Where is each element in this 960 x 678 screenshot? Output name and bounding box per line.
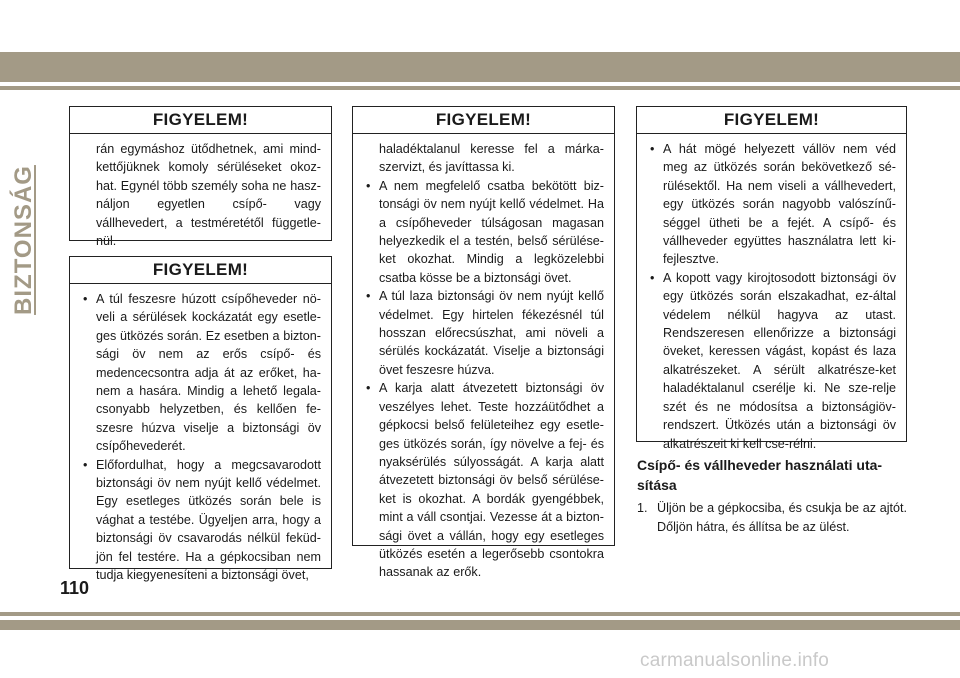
warning-bullet-item: • A karja alatt átvezetett biztonsági öv veszélyes lehet. Teste hozzáütődhet a gépkocsi belső felületeihez egy esetle-ges ütközés során, így növelve a fej- és nyaksérülés súlyosságát. A karja alatt átvezetett biztonsági öv belső sérülése-ket is okozhat. A bordák gyengébbek, mint a váll csontjai. Vezesse át a bizton-sági övet a vállán, hogy egy esetleges ütközés esetén a legerősebb csontokra hassanak az erők.: [365, 379, 604, 581]
warning-text: rán egymáshoz ütődhetnek, ami mind-kettőjüknek komoly sérüléseket okoz-hat. Egynél több személy soha ne hasz-náljon egyetlen csípő- vagy vállhevedert, a testméretétől függetle-nül.: [96, 142, 321, 249]
warning-bullet-item: • A hát mögé helyezett vállöv nem véd meg az ütközés során bekövetkező sé-rülésektől. Ha nem viseli a vállhevedert, egy ütközés során nagyobb valószínű-séggel ütheti be a fejét. A csípő- és vállheveder együttes használatra lett ki-fejlesztve.: [649, 140, 896, 269]
warning-box-2: [69, 256, 332, 583]
section-heading: Csípő- és vállheveder használati uta-sítása: [637, 457, 883, 493]
warning-bullet-item: • Előfordulhat, hogy a megcsavarodott biztonsági öv nem nyújt kellő védelmet. Egy esetleges ütközés során bele is vághat a testébe. Ügyeljen arra, hogy a biztonsági öv csavarodás nélkül feküd-jön fel testére. Ha a gépkocsiban nem tudja kiegyenesíteni a biztonsági övet,: [82, 456, 321, 585]
warning-bullet-item: • A túl laza biztonsági öv nem nyújt kellő védelmet. Egy hirtelen fékezésnél túl hosszan előrecsúszhat, ami növeli a sérülés kockázatát. Viselje a biztonsági övet feszesre húzva.: [365, 287, 604, 379]
page-number: 110: [60, 578, 90, 598]
step-text: Üljön be a gépkocsiba, és csukja be az ajtót. Dőljön hátra, és állítsa be az ülést.: [657, 501, 907, 534]
warning-box-title: FIGYELEM!: [70, 107, 331, 134]
warning-text: haladéktalanul keresse fel a márka-szervizt, és javíttassa ki.: [379, 142, 604, 175]
instruction-step: [637, 499, 907, 537]
warning-box-body: [70, 284, 331, 591]
warning-bullet-item: • A túl feszesre húzott csípőheveder nö-veli a sérülések kockázatát egy esetle-ges ütközés során. Ez esetben a bizton-sági öv nem az erős csípő- és medencecsontra adja át az erőket, ha-nem a hasára. Mindig a lehető legala-csonyabb helyzetben, és kellően fe-szesre húzva viselje a biztonsági öv csípőhevederét.: [82, 290, 321, 456]
warning-box-body: [70, 134, 331, 256]
warning-box-title: FIGYELEM!: [70, 257, 331, 284]
header-band: [0, 52, 960, 82]
watermark-text: carmanualsonline.info: [640, 650, 830, 671]
section-side-label: BIZTONSÁG: [10, 165, 37, 315]
step-number: 1.: [637, 501, 648, 515]
warning-box-body: [353, 134, 614, 588]
warning-box-body: [637, 134, 906, 459]
footer-band: [0, 620, 960, 630]
warning-bullet-item: • A kopott vagy kirojtosodott biztonsági öv egy ütközés során elszakadhat, ez-által védelem nélkül hagyva az utast. Rendszeresen ellenőrizze a biztonsági öveket, keressen vágást, kopást és laza alkatrészeket. A sérült alkatrésze-ket haladéktalanul cserélje ki. Ne sze-relje szét és ne módosítsa a biztonságiöv-rendszert. Ütközés után a biztonsági öv alkatrészeit ki kell cse-rélni.: [649, 269, 896, 453]
footer-rule: [0, 612, 960, 616]
warning-box-1: [69, 106, 332, 249]
warning-box-4: [636, 106, 907, 451]
warning-box-3: [352, 106, 615, 580]
page-top-margin: [0, 0, 960, 54]
warning-box-title: FIGYELEM!: [637, 107, 906, 134]
header-rule: [0, 86, 960, 90]
warning-bullet-item: • A nem megfelelő csatba bekötött biz-tonsági öv nem nyújt kellő védelmet. Ha a csípőheveder túlságosan magasan helyezkedik el a testén, belső sérülése-ket okozhat. Mindig a legközelebbi csatba kösse be a biztonsági övet.: [365, 177, 604, 287]
warning-box-title: FIGYELEM!: [353, 107, 614, 134]
